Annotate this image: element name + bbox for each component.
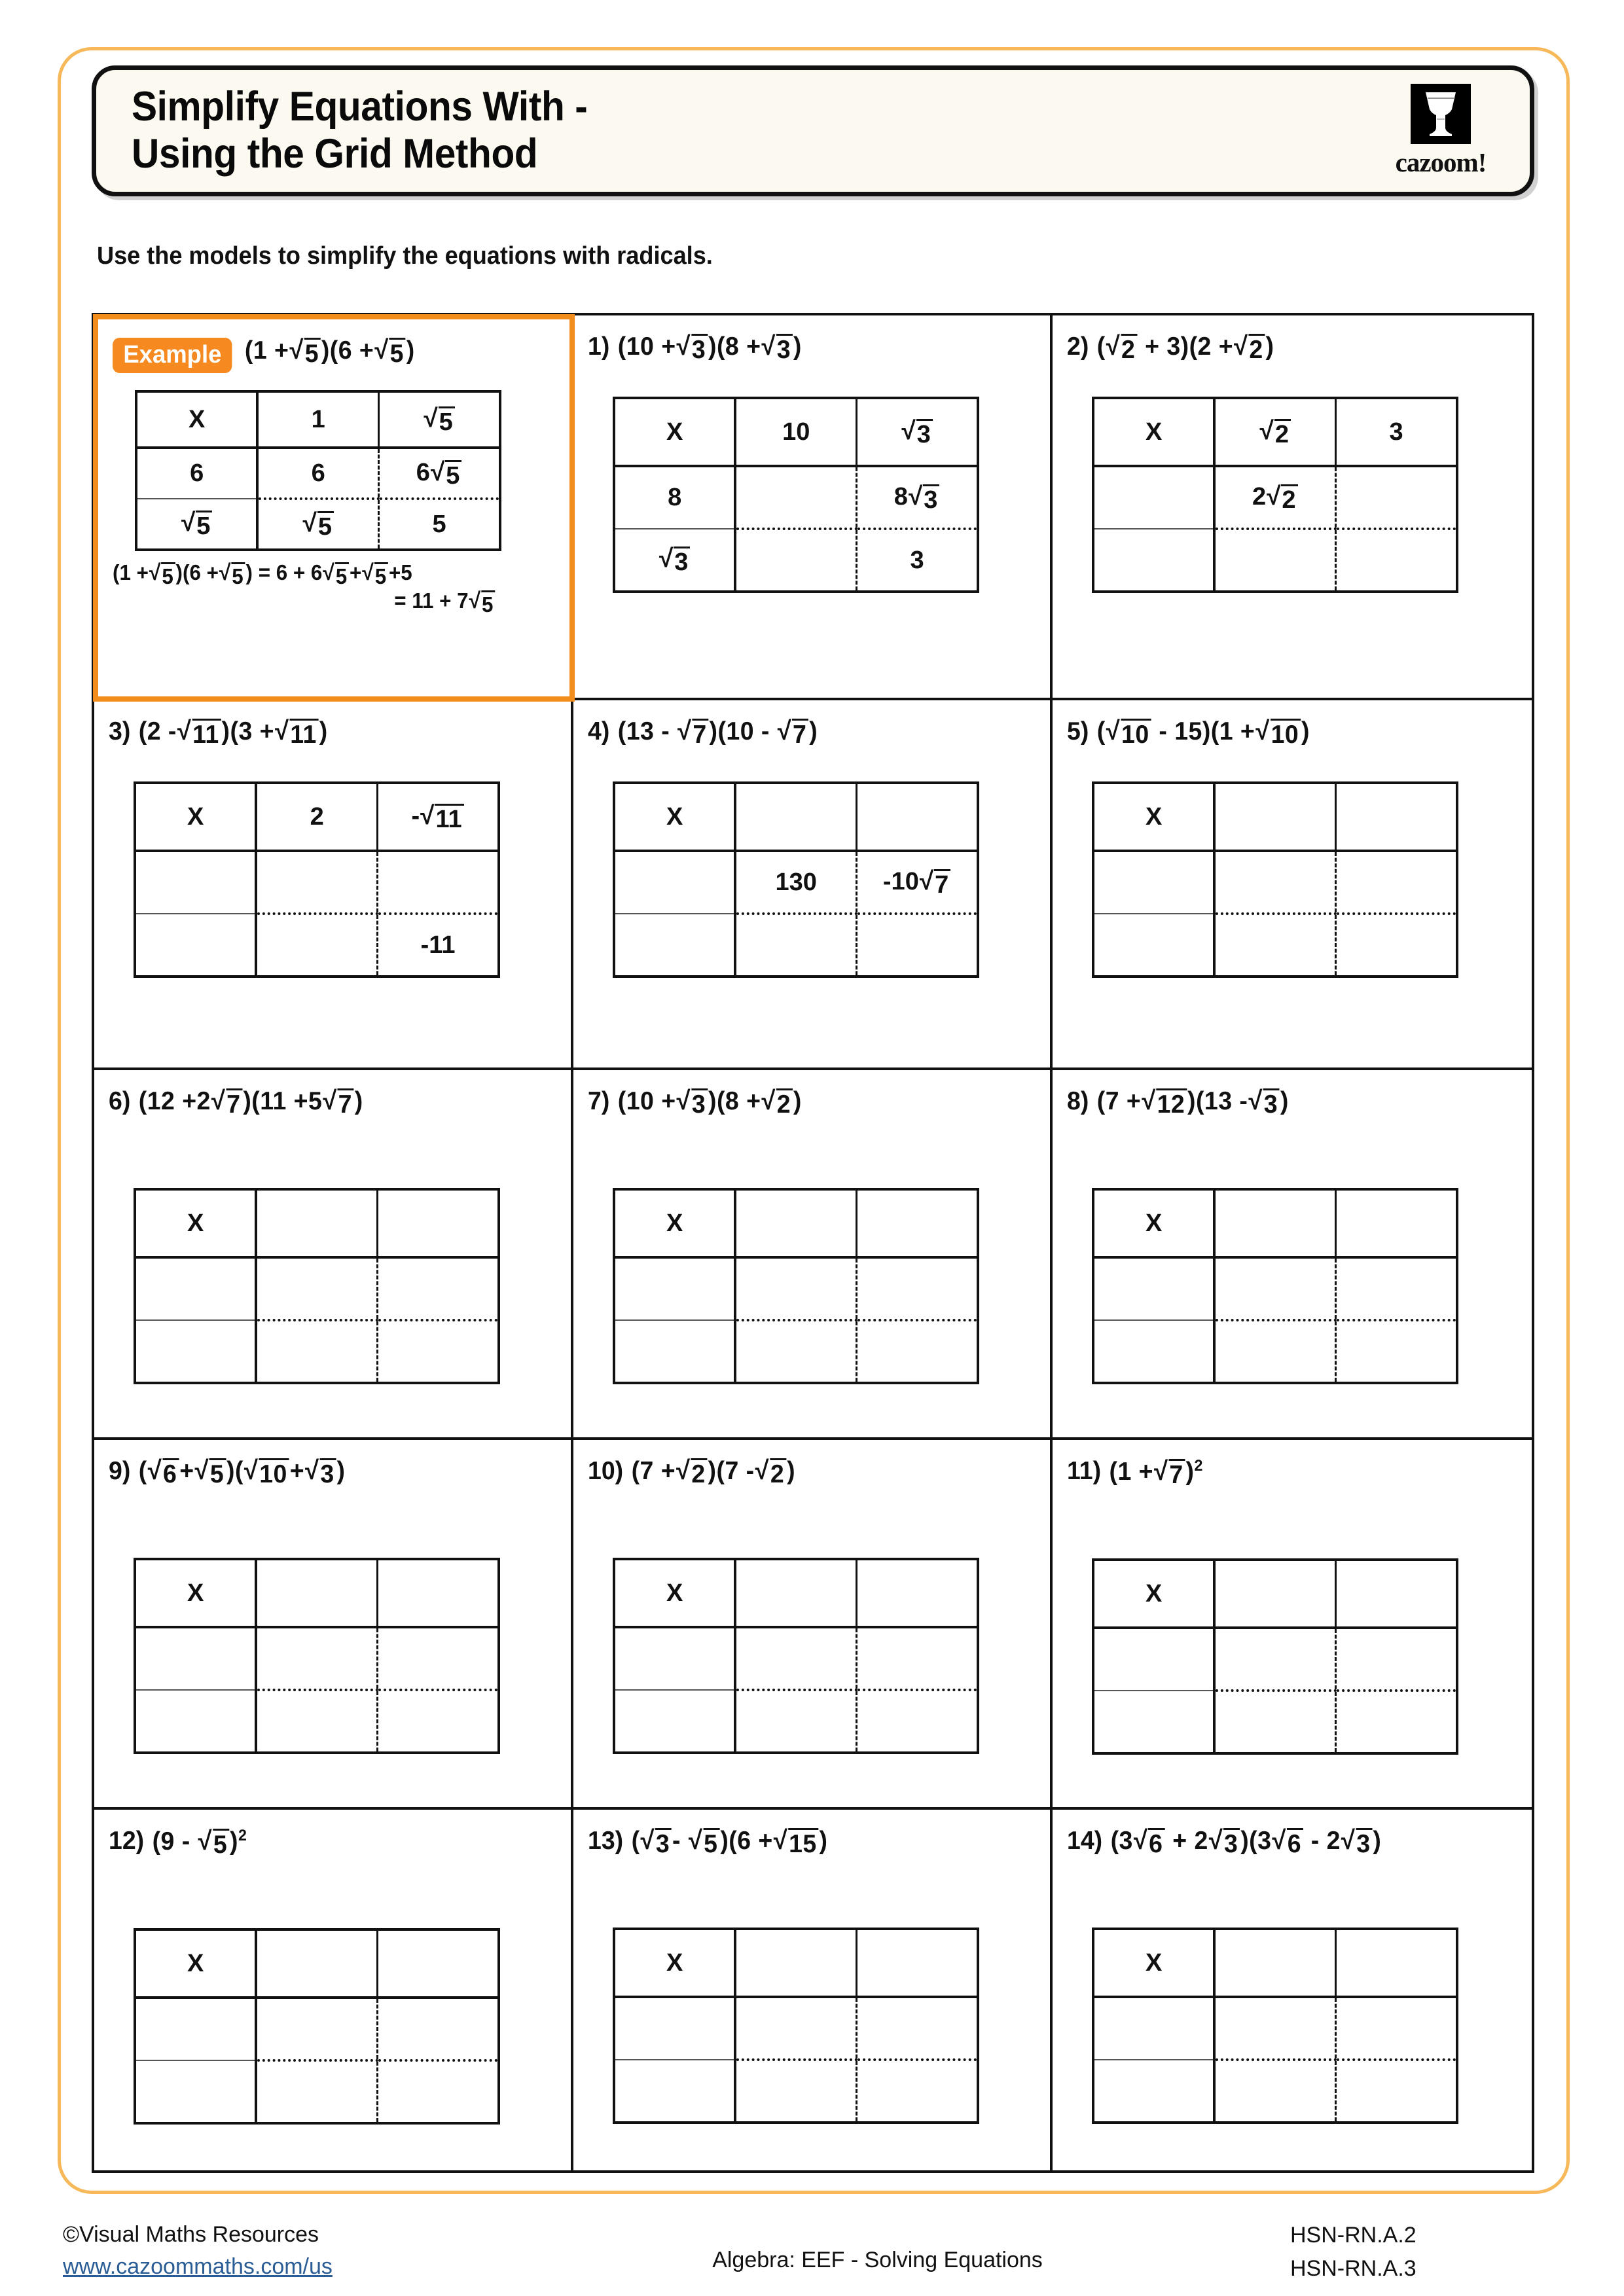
example-heading bbox=[113, 330, 539, 373]
cell-row1-label[interactable] bbox=[1093, 466, 1214, 529]
question-12-model-table[interactable] bbox=[134, 1928, 500, 2125]
goblet-icon bbox=[1411, 84, 1471, 144]
question-4-model-table[interactable] bbox=[613, 781, 979, 978]
question-expression: (2 - √ 11 )(3 + √ 11 ) bbox=[138, 717, 328, 749]
cell-r2c1[interactable] bbox=[735, 2060, 856, 2123]
cell-row1-label[interactable] bbox=[614, 1997, 735, 2060]
table-header-row bbox=[136, 391, 500, 448]
cell-r2c2[interactable] bbox=[857, 1320, 978, 1383]
question-4 bbox=[573, 700, 1053, 1070]
cell-r1c1[interactable] bbox=[735, 466, 856, 529]
question-2 bbox=[1053, 315, 1532, 700]
cell-row1-label[interactable] bbox=[1093, 851, 1214, 914]
cell-row2-label[interactable] bbox=[135, 2060, 256, 2123]
question-11-label bbox=[1067, 1450, 1500, 1488]
question-14-model-table[interactable] bbox=[1092, 1928, 1458, 2124]
footer-left bbox=[0, 2219, 497, 2284]
table-row bbox=[135, 1998, 499, 2060]
cell-header-op: X bbox=[135, 1559, 256, 1627]
cell-r2c2[interactable] bbox=[1336, 2060, 1457, 2123]
cell-row2-label[interactable] bbox=[135, 1320, 256, 1383]
table-header-row bbox=[614, 1189, 978, 1257]
cell-row2-label[interactable] bbox=[614, 1690, 735, 1753]
cell-r2c2[interactable] bbox=[378, 1690, 499, 1753]
table-row bbox=[135, 1257, 499, 1320]
question-expression: ( √ 2 + 3)(2 + √ 2 ) bbox=[1096, 332, 1274, 364]
question-7 bbox=[573, 1070, 1053, 1440]
question-number: 2) bbox=[1067, 332, 1089, 361]
question-expression: ( √ 6 + √ 5 )( √ 10 + √ 3 ) bbox=[138, 1456, 346, 1488]
cell-header-op: X bbox=[1093, 398, 1214, 466]
working-line-1: (1 + √ 5 )(6 + √ 5 ) = 6 + 6 √ 5 + √ 5 +5 bbox=[113, 560, 412, 588]
cell-r1c2[interactable] bbox=[857, 1627, 978, 1690]
question-13-model-table[interactable] bbox=[613, 1928, 979, 2124]
question-number: 10) bbox=[588, 1457, 624, 1485]
question-5-label bbox=[1067, 711, 1500, 747]
cell-header-1[interactable] bbox=[1214, 1560, 1335, 1628]
cell-header-2[interactable] bbox=[1336, 1560, 1457, 1628]
cell-r2c2[interactable] bbox=[857, 2060, 978, 2123]
cell-r1c2[interactable] bbox=[1336, 1257, 1457, 1320]
questions-grid bbox=[92, 313, 1534, 2173]
question-expression: (9 - √ 5 )$^2$ bbox=[152, 1827, 247, 1859]
cell-header-1[interactable] bbox=[735, 1929, 856, 1997]
cell-r1c2: 8 √ 3 bbox=[857, 466, 978, 529]
cell-r2c2[interactable] bbox=[857, 914, 978, 977]
instruction-text: Use the models to simplify the equations with radicals. bbox=[97, 242, 713, 270]
table-header-row bbox=[135, 1189, 499, 1257]
question-number: 9) bbox=[109, 1457, 131, 1485]
cell-row2-label: √ 5 bbox=[136, 499, 257, 550]
table-row bbox=[135, 1690, 499, 1753]
cell-header-1: 10 bbox=[735, 398, 856, 466]
cell-r2c2[interactable] bbox=[1336, 1320, 1457, 1383]
logo-wordmark: cazoom! bbox=[1395, 147, 1487, 177]
table-header-row bbox=[1093, 783, 1457, 851]
cell-header-op: X bbox=[135, 1929, 256, 1998]
cell-row1-label[interactable] bbox=[135, 1257, 256, 1320]
cell-header-2[interactable] bbox=[1336, 783, 1457, 851]
cell-r2c1[interactable] bbox=[256, 1690, 377, 1753]
table-header-row bbox=[1093, 1189, 1457, 1257]
question-1-label bbox=[588, 326, 1019, 363]
example-working bbox=[113, 559, 534, 615]
table-header-row bbox=[1093, 1560, 1457, 1628]
cell-header-2[interactable] bbox=[857, 1559, 978, 1627]
standard-1: HSN-RN.A.2 bbox=[1290, 2223, 1416, 2248]
cell-row1-label[interactable] bbox=[614, 1627, 735, 1690]
example-model-table bbox=[135, 390, 501, 551]
cell-r2c1[interactable] bbox=[256, 1320, 377, 1383]
question-11 bbox=[1053, 1440, 1532, 1810]
table-row bbox=[614, 1257, 978, 1320]
cell-header-2: - √ 11 bbox=[378, 783, 499, 851]
question-7-model-table[interactable] bbox=[613, 1188, 979, 1384]
table-row bbox=[1093, 529, 1457, 592]
cell-row2-label[interactable] bbox=[135, 914, 256, 977]
cazoom-logo bbox=[1366, 70, 1530, 192]
question-7-label bbox=[588, 1081, 1019, 1117]
cell-header-op: X bbox=[614, 398, 735, 466]
table-row bbox=[614, 466, 978, 529]
cell-header-1[interactable] bbox=[256, 1559, 377, 1627]
cell-r2c1[interactable] bbox=[735, 1320, 856, 1383]
cell-row1-label[interactable] bbox=[1093, 1997, 1214, 2060]
cell-r1c1[interactable] bbox=[735, 1257, 856, 1320]
question-expression: (10 + √ 3 )(8 + √ 3 ) bbox=[617, 332, 802, 364]
question-number: 3) bbox=[109, 717, 131, 745]
table-row bbox=[136, 499, 500, 550]
cell-row2-label[interactable] bbox=[614, 2060, 735, 2123]
cell-r1c2[interactable] bbox=[857, 1257, 978, 1320]
cell-r1c2[interactable] bbox=[378, 1257, 499, 1320]
cell-r2c1[interactable] bbox=[256, 2060, 377, 2123]
question-number: 4) bbox=[588, 717, 610, 745]
cell-r2c1[interactable] bbox=[1214, 1320, 1335, 1383]
table-row bbox=[614, 1627, 978, 1690]
cell-r1c1[interactable] bbox=[735, 1627, 856, 1690]
cell-header-1[interactable] bbox=[735, 1559, 856, 1627]
question-14-label bbox=[1067, 1820, 1500, 1857]
cell-r2c1[interactable] bbox=[735, 1690, 856, 1753]
cell-r1c2[interactable] bbox=[1336, 851, 1457, 914]
question-5-model-table[interactable] bbox=[1092, 781, 1458, 978]
cell-row2-label[interactable] bbox=[1093, 1320, 1214, 1383]
table-row bbox=[614, 914, 978, 977]
example-badge: Example bbox=[113, 338, 232, 373]
cell-r1c1[interactable] bbox=[735, 1997, 856, 2060]
cell-header-2[interactable] bbox=[378, 1929, 499, 1998]
cell-header-1[interactable] bbox=[735, 783, 856, 851]
question-expression: (3 √ 6 + 2 √ 3 )(3 √ 6 - 2 √ 3 ) bbox=[1110, 1826, 1382, 1858]
cell-header-2[interactable] bbox=[378, 1559, 499, 1627]
cell-row2-label: √ 3 bbox=[614, 529, 735, 592]
cell-header-1[interactable] bbox=[1214, 1929, 1335, 1997]
cell-r1c1[interactable] bbox=[1214, 1628, 1335, 1691]
table-header-row bbox=[1093, 398, 1457, 466]
cell-header-op: X bbox=[1093, 1560, 1214, 1628]
question-number: 8) bbox=[1067, 1087, 1089, 1115]
cell-row1-label[interactable] bbox=[614, 851, 735, 914]
question-6 bbox=[94, 1070, 573, 1440]
cell-r2c1: √ 5 bbox=[257, 499, 378, 550]
cell-row1-label[interactable] bbox=[1093, 1257, 1214, 1320]
question-12-label bbox=[109, 1820, 540, 1857]
table-row bbox=[614, 2060, 978, 2123]
cell-row1-label[interactable] bbox=[135, 1998, 256, 2060]
cell-row2-label[interactable] bbox=[614, 1320, 735, 1383]
table-row bbox=[135, 1627, 499, 1690]
table-row bbox=[614, 1997, 978, 2060]
table-header-row bbox=[614, 398, 978, 466]
cell-r1c2[interactable] bbox=[1336, 1628, 1457, 1691]
question-14 bbox=[1053, 1810, 1532, 2173]
cell-r1c1[interactable] bbox=[256, 1627, 377, 1690]
cell-r1c1[interactable] bbox=[256, 1257, 377, 1320]
table-header-row bbox=[1093, 1929, 1457, 1997]
cell-r1c2[interactable] bbox=[1336, 1997, 1457, 2060]
cell-header-2: √ 5 bbox=[379, 391, 500, 448]
cell-r1c2[interactable] bbox=[378, 1998, 499, 2060]
question-9-label bbox=[109, 1450, 540, 1487]
question-13 bbox=[573, 1810, 1053, 2173]
question-expression: (7 + √ 12 )(13 - √ 3 ) bbox=[1096, 1086, 1289, 1119]
table-row bbox=[1093, 851, 1457, 914]
question-number: 5) bbox=[1067, 717, 1089, 745]
question-number: 14) bbox=[1067, 1827, 1103, 1855]
cell-r1c1[interactable] bbox=[256, 851, 377, 914]
goblet-shape bbox=[1419, 90, 1462, 138]
table-row bbox=[135, 851, 499, 914]
table-header-row bbox=[135, 783, 499, 851]
cell-r1c1[interactable] bbox=[1214, 851, 1335, 914]
cell-r1c2[interactable] bbox=[378, 851, 499, 914]
cell-row2-label[interactable] bbox=[1093, 1691, 1214, 1753]
title-line-1: Simplify Equations With - bbox=[131, 84, 588, 130]
question-number: 11) bbox=[1067, 1457, 1102, 1485]
cell-header-1: √ 2 bbox=[1214, 398, 1335, 466]
cell-r1c1: 130 bbox=[735, 851, 856, 914]
table-row bbox=[614, 1320, 978, 1383]
website-link[interactable]: www.cazoommaths.com/us bbox=[63, 2254, 333, 2280]
cell-r2c2: -11 bbox=[420, 931, 456, 959]
question-2-model-table[interactable] bbox=[1092, 397, 1458, 593]
cell-r2c2[interactable] bbox=[1336, 1691, 1457, 1753]
question-12 bbox=[94, 1810, 573, 2173]
question-number: 13) bbox=[588, 1827, 624, 1855]
cell-header-2[interactable] bbox=[857, 1189, 978, 1257]
cell-header-op: X bbox=[614, 1929, 735, 1997]
cell-r1c1[interactable] bbox=[256, 1998, 377, 2060]
table-row bbox=[1093, 1997, 1457, 2060]
cell-row2-label[interactable] bbox=[1093, 914, 1214, 977]
cell-row1-label[interactable] bbox=[614, 1257, 735, 1320]
table-header-row bbox=[614, 783, 978, 851]
cell-r2c1[interactable] bbox=[735, 914, 856, 977]
question-expression: (13 - √ 7 )(10 - √ 7 ) bbox=[617, 717, 818, 749]
question-1-model-table[interactable] bbox=[613, 397, 979, 593]
cell-r1c1: 6 bbox=[257, 448, 378, 499]
page-title bbox=[96, 84, 1277, 178]
cell-header-2[interactable] bbox=[1336, 1189, 1457, 1257]
question-6-label bbox=[109, 1081, 540, 1117]
table-row bbox=[1093, 1628, 1457, 1691]
table-row bbox=[614, 529, 978, 592]
working-line-2: = 11 + 7 √ 5 bbox=[113, 587, 534, 615]
cell-r2c1[interactable] bbox=[1214, 2060, 1335, 2123]
cell-row1-label[interactable] bbox=[135, 1627, 256, 1690]
cell-r1c1: 2 √ 2 bbox=[1214, 466, 1335, 529]
example-card bbox=[93, 314, 575, 702]
table-header-row bbox=[614, 1559, 978, 1627]
table-header-row bbox=[135, 1559, 499, 1627]
cell-r1c2[interactable] bbox=[1336, 466, 1457, 529]
question-3-label bbox=[109, 711, 540, 747]
example-expression: (1 + √ 5 )(6 + √ 5 ) bbox=[244, 336, 415, 368]
footer-standards bbox=[1257, 2219, 1624, 2286]
question-13-label bbox=[588, 1820, 1019, 1857]
footer-subject: Algebra: EEF - Solving Equations bbox=[712, 2248, 1043, 2272]
question-6-model-table[interactable] bbox=[134, 1188, 500, 1384]
table-row bbox=[614, 851, 978, 914]
cell-header-1[interactable] bbox=[1214, 1189, 1335, 1257]
cell-header-1: 1 bbox=[257, 391, 378, 448]
table-row bbox=[1093, 1257, 1457, 1320]
copyright-text: ©Visual Maths Resources bbox=[63, 2222, 319, 2247]
cell-r2c1[interactable] bbox=[256, 914, 377, 977]
cell-row1-label: 8 bbox=[614, 466, 735, 529]
cell-header-2[interactable] bbox=[857, 1929, 978, 1997]
cell-header-2: √ 3 bbox=[857, 398, 978, 466]
cell-row1-label[interactable] bbox=[135, 851, 256, 914]
cell-r2c2[interactable] bbox=[378, 2060, 499, 2123]
table-row bbox=[1093, 914, 1457, 977]
cell-row1-label[interactable] bbox=[1093, 1628, 1214, 1691]
table-row bbox=[1093, 2060, 1457, 2123]
cell-r1c2[interactable] bbox=[857, 1997, 978, 2060]
cell-r1c1[interactable] bbox=[1214, 1257, 1335, 1320]
cell-header-op: X bbox=[1093, 783, 1214, 851]
page-footer bbox=[0, 2219, 1624, 2286]
question-expression: (12 +2 √ 7 )(11 +5 √ 7 ) bbox=[138, 1086, 363, 1119]
cell-row2-label[interactable] bbox=[614, 914, 735, 977]
table-header-row bbox=[135, 1929, 499, 1998]
cell-header-1[interactable] bbox=[256, 1189, 377, 1257]
cell-header-op: X bbox=[1093, 1189, 1214, 1257]
question-number: 6) bbox=[109, 1087, 131, 1115]
table-row bbox=[1093, 1691, 1457, 1753]
cell-header-2: 3 bbox=[1336, 398, 1457, 466]
table-row bbox=[135, 2060, 499, 2123]
table-row bbox=[135, 914, 499, 977]
standard-2: HSN-RN.A.3 bbox=[1290, 2256, 1416, 2281]
cell-r2c1[interactable] bbox=[1214, 914, 1335, 977]
cell-header-2[interactable] bbox=[378, 1189, 499, 1257]
cell-header-1[interactable] bbox=[1214, 783, 1335, 851]
cell-r2c2[interactable] bbox=[857, 1690, 978, 1753]
question-3-model-table[interactable] bbox=[134, 781, 500, 978]
cell-row2-label[interactable] bbox=[1093, 529, 1214, 592]
question-8 bbox=[1053, 1070, 1532, 1440]
cell-row2-label[interactable] bbox=[1093, 2060, 1214, 2123]
cell-header-2[interactable] bbox=[857, 783, 978, 851]
question-8-model-table[interactable] bbox=[1092, 1188, 1458, 1384]
worksheet-header bbox=[92, 65, 1534, 196]
cell-row2-label[interactable] bbox=[135, 1690, 256, 1753]
cell-r2c2: 3 bbox=[910, 546, 924, 574]
question-9-model-table[interactable] bbox=[134, 1558, 500, 1754]
cell-header-op: X bbox=[1093, 1929, 1214, 1997]
title-line-2: Using the Grid Method bbox=[131, 131, 538, 177]
cell-header-1[interactable] bbox=[735, 1189, 856, 1257]
cell-r2c1[interactable] bbox=[735, 529, 856, 592]
question-number: 7) bbox=[588, 1087, 610, 1115]
cell-header-op: X bbox=[135, 1189, 256, 1257]
question-2-label bbox=[1067, 326, 1500, 363]
table-row bbox=[1093, 1320, 1457, 1383]
question-1 bbox=[573, 315, 1053, 700]
question-number: 1) bbox=[588, 332, 610, 361]
cell-r2c2: 5 bbox=[432, 510, 446, 538]
table-row bbox=[135, 1320, 499, 1383]
table-row bbox=[1093, 466, 1457, 529]
cell-row1-label: 6 bbox=[136, 448, 257, 499]
cell-r2c1[interactable] bbox=[1214, 529, 1335, 592]
question-5 bbox=[1053, 700, 1532, 1070]
cell-header-op: X bbox=[614, 1189, 735, 1257]
question-expression: ( √ 10 - 15)(1 + √ 10 ) bbox=[1096, 717, 1310, 749]
table-row bbox=[136, 448, 500, 499]
cell-r1c2[interactable] bbox=[378, 1627, 499, 1690]
question-number: 12) bbox=[109, 1827, 145, 1855]
cell-header-2[interactable] bbox=[1336, 1929, 1457, 1997]
question-3 bbox=[94, 700, 573, 1070]
cell-r1c2: -10 √ 7 bbox=[857, 851, 978, 914]
cell-header-op: X bbox=[136, 391, 257, 448]
question-expression: (10 + √ 3 )(8 + √ 2 ) bbox=[617, 1086, 802, 1119]
cell-r2c1[interactable] bbox=[1214, 1691, 1335, 1753]
question-10 bbox=[573, 1440, 1053, 1810]
cell-header-op: X bbox=[135, 783, 256, 851]
question-4-label bbox=[588, 711, 1019, 747]
question-9 bbox=[94, 1440, 573, 1810]
question-expression: ( √ 3 - √ 5 )(6 + √ 15 ) bbox=[631, 1826, 828, 1858]
cell-r1c2: 6 √ 5 bbox=[379, 448, 500, 499]
question-10-label bbox=[588, 1450, 1019, 1487]
table-header-row bbox=[614, 1929, 978, 1997]
cell-header-1: 2 bbox=[256, 783, 377, 851]
cell-r2c2[interactable] bbox=[378, 1320, 499, 1383]
cell-r1c1[interactable] bbox=[1214, 1997, 1335, 2060]
question-8-label bbox=[1067, 1081, 1500, 1117]
table-row bbox=[614, 1690, 978, 1753]
cell-header-op: X bbox=[614, 1559, 735, 1627]
question-expression: (1 + √ 7 )$^2$ bbox=[1109, 1457, 1203, 1489]
question-10-model-table[interactable] bbox=[613, 1558, 979, 1754]
cell-header-op: X bbox=[614, 783, 735, 851]
cell-header-1[interactable] bbox=[256, 1929, 377, 1998]
cell-r2c2[interactable] bbox=[1336, 529, 1457, 592]
question-11-model-table[interactable] bbox=[1092, 1558, 1458, 1755]
cell-r2c2[interactable] bbox=[1336, 914, 1457, 977]
question-expression: (7 + √ 2 )(7 - √ 2 ) bbox=[631, 1456, 796, 1488]
